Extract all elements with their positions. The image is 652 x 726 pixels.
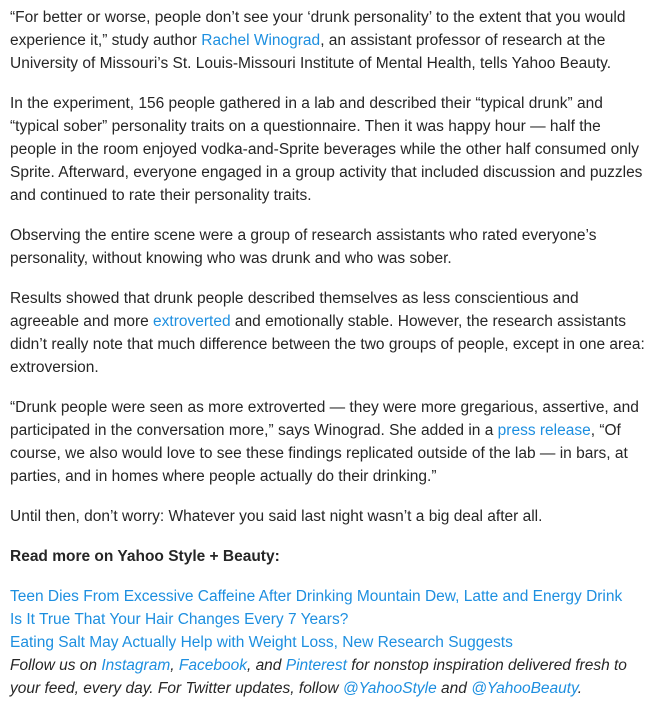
related-link-salt[interactable]: Eating Salt May Actually Help with Weight Loss, New Research Suggests — [10, 634, 513, 651]
paragraph-text: , an assistant professor of research at the University of Missouri’s St. Louis-Missouri Institute of Mental Health, tells Yahoo Beauty. — [10, 32, 612, 72]
link-yahoostyle-twitter[interactable]: @YahooStyle — [342, 680, 437, 697]
follow-text: , and — [246, 657, 286, 674]
paragraph-observers: Observing the entire scene were a group of research assistants who rated everyone’s personality, without knowing who was drunk and who was sober. — [10, 227, 597, 267]
paragraph-text: “For better or worse, people don’t see your ‘drunk personality’ to the extent that you would experience it,” study author — [10, 9, 626, 49]
related-link-hair[interactable]: Is It True That Your Hair Changes Every 7 Years? — [10, 611, 349, 628]
paragraph-conclusion: Until then, don’t worry: Whatever you said last night wasn’t a big deal after all. — [10, 508, 543, 525]
paragraph-quote-intro — [10, 6, 646, 75]
follow-text: Follow us on — [10, 657, 102, 674]
paragraph-text: , “Of course, we also would love to see these findings replicated outside of the lab — in bars, at parties, and in homes where people actually do their drinking.” — [10, 422, 628, 485]
link-press-release[interactable]: press release — [497, 422, 591, 439]
link-rachel-winograd[interactable]: Rachel Winograd — [201, 32, 321, 49]
link-pinterest[interactable]: Pinterest — [285, 657, 347, 674]
link-facebook[interactable]: Facebook — [178, 657, 247, 674]
related-link-caffeine[interactable]: Teen Dies From Excessive Caffeine After Drinking Mountain Dew, Latte and Energy Drink — [10, 588, 623, 605]
follow-text: , — [170, 657, 179, 674]
follow-text: for nonstop inspiration delivered fresh to your feed, every day. For Twitter updates, follow — [10, 657, 627, 697]
paragraph-text: “Drunk people were seen as more extroverted — they were more gregarious, assertive, and participated in the conversation more,” says Winograd. She added in a — [10, 399, 639, 439]
related-link-item — [10, 631, 646, 654]
follow-text: and — [436, 680, 472, 697]
follow-text: . — [577, 680, 583, 697]
follow-us-paragraph — [10, 654, 646, 700]
link-yahoobeauty-twitter[interactable]: @YahooBeauty — [471, 680, 578, 697]
link-instagram[interactable]: Instagram — [101, 657, 171, 674]
related-link-item — [10, 608, 646, 631]
paragraph-text: Results showed that drunk people described themselves as less conscientious and agreeable and more — [10, 290, 579, 330]
read-more-heading: Read more on Yahoo Style + Beauty: — [10, 548, 280, 565]
paragraph-text: and emotionally stable. However, the research assistants didn’t really note that much difference between the two groups of people, except in one area: extroversion. — [10, 313, 645, 376]
paragraph-experiment: In the experiment, 156 people gathered in a lab and described their “typical drunk” and “typical sober” personality traits on a questionnaire. Then it was happy hour — half the people in the room enjoyed vodka-and-Sprite beverages while the other half consumed only Sprite. Afterward, everyone engaged in a group activity that included discussion and puzzles and continued to rate their personality traits. — [10, 95, 643, 204]
paragraph-winograd-quote — [10, 396, 646, 488]
related-link-item — [10, 585, 646, 608]
paragraph-results — [10, 287, 646, 379]
related-links-list — [10, 585, 646, 654]
link-extroverted[interactable]: extroverted — [153, 313, 231, 330]
